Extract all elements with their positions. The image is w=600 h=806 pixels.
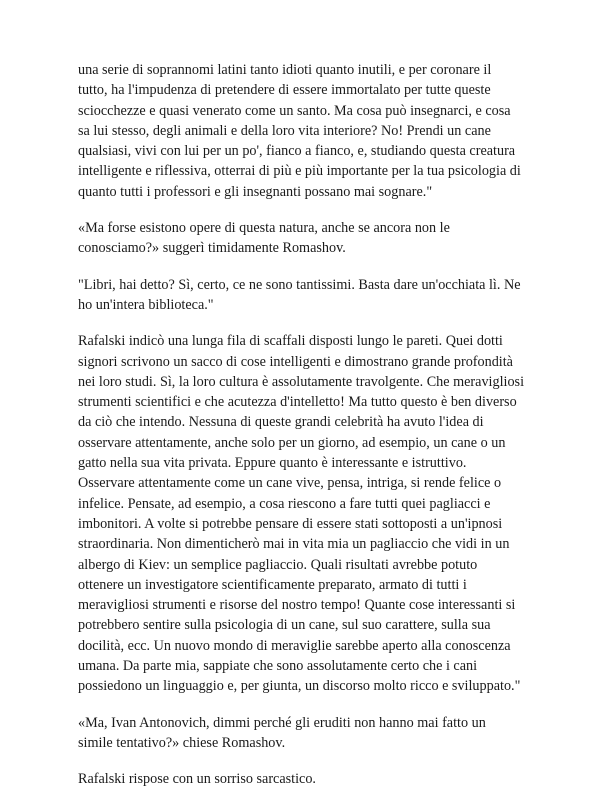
- paragraph-4: Rafalski indicò una lunga fila di scaffali disposti lungo le pareti. Quei dotti signori scrivono un sacco di cose intelligenti e dimostrano grande profondità nei loro studi. Sì, la loro cultura è assolutamente travolgente. Che meravigliosi strumenti scientifici e che acutezza d'intelletto! Ma tutto questo è ben diverso da ciò che intendo. Nessuna di queste grandi celebrità ha avuto l'idea di osservare attentamente, anche solo per un giorno, ad esempio, un cane o un gatto nella sua vita privata. Eppure quanto è interessante e istruttivo. Osservare attentamente come un cane vive, pensa, intriga, si rende felice o infelice. Pensate, ad esempio, a cosa riescono a fare tutti quei pagliacci e imbonitori. A volte si potrebbe pensare di essere stati sottoposti a un'ipnosi straordinaria. Non dimenticherò mai in vita mia un pagliaccio che vidi in un albergo di Kiev: un semplice pagliaccio. Quali risultati avrebbe potuto ottenere un investigatore scientificamente preparato, armato di tutti i meravigliosi strumenti e risorse del nostro tempo! Quante cose interessanti si potrebbero sentire sulla psicologia di un cane, sul suo carattere, sulla sua docilità, ecc. Un nuovo mondo di meraviglie sarebbe aperto alla conoscenza umana. Da parte mia, sappiate che sono assolutamente certo che i cani possiedono un linguaggio e, per giunta, un discorso molto ricco e sviluppato.": [78, 333, 525, 695]
- paragraph-1: una serie di soprannomi latini tanto idioti quanto inutili, e per coronare il tutto, ha l'impudenza di pretendere di essere immortalato per tutte queste sciocchezze e quasi venerato come un santo. Ma cosa può insegnarci, e cosa sa lui stesso, degli animali e della loro vita interiore? No! Prendi un cane qualsiasi, vivi con lui per un po', fianco a fianco, e, studiando questa creatura intelligente e riflessiva, otterrai di più e più importante per la tua psicologia di quanto tutti i professori e gli insegnanti possano mai sognare.": [78, 62, 521, 200]
- paragraph-2: «Ma forse esistono opere di questa natura, anche se ancora non le conosciamo?» suggerì timidamente Romashov.: [78, 220, 450, 257]
- paragraph-3: "Libri, hai detto? Sì, certo, ce ne sono tantissimi. Basta dare un'occhiata lì. Ne ho un'intera biblioteca.": [78, 276, 521, 313]
- document-page: [78, 60, 524, 806]
- paragraph-5: «Ma, Ivan Antonovich, dimmi perché gli eruditi non hanno mai fatto un simile tentativo?» chiese Romashov.: [78, 714, 486, 751]
- paragraph-6: Rafalski rispose con un sorriso sarcastico.: [78, 771, 316, 788]
